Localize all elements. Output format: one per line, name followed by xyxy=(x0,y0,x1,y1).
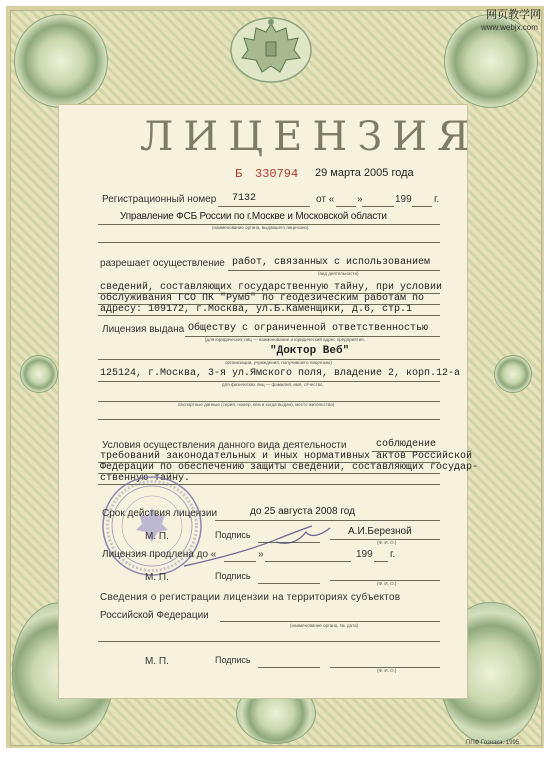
licensee-rule-5 xyxy=(98,419,440,420)
activity-line-3: обслуживания ГСО ПК "Румб" по геодезическим работам по xyxy=(100,293,425,304)
licensee-address: 125124, г.Москва, 3-я ул.Ямского поля, владение 2, корп.12-а xyxy=(100,368,461,379)
licensee-name: "Доктор Веб" xyxy=(270,345,350,357)
extension-year-line xyxy=(374,561,388,562)
registration-year-suffix: г. xyxy=(434,194,440,205)
extension-quote-close: » xyxy=(258,549,264,560)
registration-number-line xyxy=(218,206,310,207)
conditions-label: Условия осуществления данного вида деятельности xyxy=(102,440,347,451)
extension-label: Лицензия продлена до « xyxy=(102,549,217,560)
validity-value: до 25 августа 2008 год xyxy=(250,506,355,517)
registration-year-line xyxy=(412,206,432,207)
conditions-text-2: требований законодательных и иных нормативных актов Российской xyxy=(100,451,473,462)
conditions-text-1: соблюдение xyxy=(376,439,437,450)
issuer-caption: (наименование органа, выдавшего лицензию) xyxy=(212,225,309,230)
activity-line-4: адресу: 109172, г.Москва, ул.Б.Каменщики, д.6, стр.1 xyxy=(100,304,413,315)
activity-line-2: сведений, составляющих государственную тайну, при условии xyxy=(100,282,443,293)
registration-label: Регистрационный номер xyxy=(102,194,217,205)
extension-day-line xyxy=(224,561,256,562)
conditions-text-3: Федерации по обеспечению защиты сведений, составляющих государ- xyxy=(100,462,479,473)
licensee-line-1: Обществу с ограниченной ответственностью xyxy=(188,323,429,334)
issuer-name: Управление ФСБ России по г.Москве и Московской области xyxy=(120,211,387,222)
sign1-mp: М. П. xyxy=(145,531,169,542)
registration-quote-close: » xyxy=(357,194,363,205)
licensee-caption-4: паспортные данные (серия, номер, кем и когда выдан), место жительства) xyxy=(178,402,335,407)
licensee-caption-3: для физических лиц — фамилия, имя, отчество, xyxy=(222,382,324,387)
validity-label: Срок действия лицензии xyxy=(102,508,218,519)
activity-label: разрешает осуществление xyxy=(100,258,225,269)
activity-rule-4 xyxy=(98,315,440,316)
license-date: 29 марта 2005 года xyxy=(315,167,414,179)
licensee-caption-1: (для юридических лиц — наименование и юридический адрес предприятия, xyxy=(205,337,365,342)
side-medallion-left xyxy=(20,355,58,393)
coat-of-arms-emblem xyxy=(228,14,314,84)
side-medallion-right xyxy=(494,355,532,393)
sign3-signature-line xyxy=(258,667,320,668)
license-title: ЛИЦЕНЗИЯ xyxy=(140,114,480,160)
signature-scribble xyxy=(180,520,360,570)
sign2-mp: М. П. xyxy=(145,572,169,583)
sign3-podpis: Подпись xyxy=(215,655,251,665)
sign3-caption: (Ф. И. О.) xyxy=(377,668,397,673)
licensee-label: Лицензия выдана xyxy=(102,324,185,335)
registration-month-line xyxy=(362,206,394,207)
license-number: 330794 xyxy=(255,167,299,181)
sign1-podpis: Подпись xyxy=(215,530,251,540)
sign1-caption: (Ф. И. О.) xyxy=(377,540,397,545)
regions-caption: (наименование органа, №, дата) xyxy=(290,623,359,628)
watermark-url: www.webjx.com xyxy=(481,23,538,32)
conditions-text-4: ственную тайну. xyxy=(100,473,191,484)
extension-year: 199 xyxy=(356,549,373,560)
regions-line-2: Российской Федерации xyxy=(100,610,209,621)
registration-number: 7132 xyxy=(232,193,257,204)
sign1-name: А.И.Березной xyxy=(348,526,412,537)
licensee-caption-2: организации, учреждения, получившего лицензию) xyxy=(225,360,332,365)
extension-month-line xyxy=(265,561,351,562)
regions-rule-1 xyxy=(220,621,440,622)
activity-line-1: работ, связанных с использованием xyxy=(232,257,431,268)
watermark-title: 网页教学网 xyxy=(486,8,541,21)
corner-rosette-top-left xyxy=(14,14,108,108)
printer-footer: ППФ Гознака. 1995. xyxy=(466,740,521,746)
extension-suffix: г. xyxy=(390,549,396,560)
sign2-signature-line xyxy=(258,583,320,584)
issuer-line-2 xyxy=(98,242,440,243)
registration-ot: от « xyxy=(316,194,335,205)
sign2-podpis: Подпись xyxy=(215,571,251,581)
sign3-mp: М. П. xyxy=(145,656,169,667)
activity-caption: (вид деятельности) xyxy=(318,271,359,276)
regions-line-1: Сведения о регистрации лицензии на территориях субъектов xyxy=(100,592,401,603)
registration-day-line xyxy=(336,206,356,207)
registration-year: 199 xyxy=(395,194,412,205)
regions-rule-2 xyxy=(98,641,440,642)
license-series: Б xyxy=(235,167,243,181)
sign2-caption: (Ф. И. О.) xyxy=(377,581,397,586)
